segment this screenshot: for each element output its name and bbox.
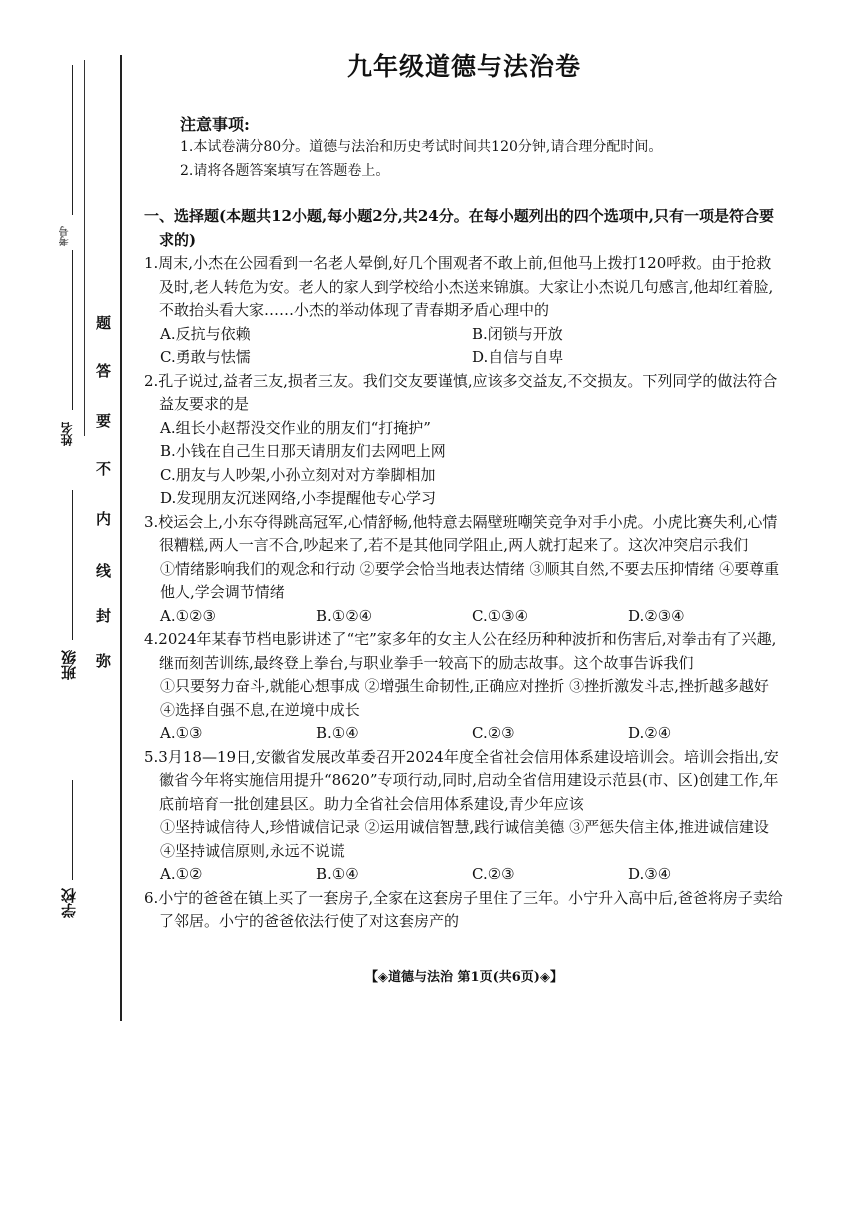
options-row bbox=[144, 605, 784, 629]
option-c[interactable]: C.①③④ bbox=[472, 606, 529, 625]
name-field-label: 姓名 bbox=[60, 422, 74, 446]
class-field-label: 班级 bbox=[60, 650, 78, 680]
option-d[interactable]: D.②③④ bbox=[628, 606, 685, 625]
option-d[interactable]: D.自信与自卑 bbox=[472, 348, 564, 366]
notice-line: 1.本试卷满分80分。道德与法治和历史考试时间共120分钟,请合理分配时间。 bbox=[180, 139, 663, 155]
option-a[interactable]: A.组长小赵帮没交作业的朋友们“打掩护” bbox=[160, 418, 431, 437]
option-a[interactable]: A.①③ bbox=[160, 724, 203, 742]
option-d[interactable]: D.②④ bbox=[628, 724, 672, 742]
notice-heading: 注意事项: bbox=[180, 114, 250, 134]
option-b[interactable]: B.小钱在自己生日那天请朋友们去网吧上网 bbox=[160, 442, 446, 460]
option-b[interactable]: B.①④ bbox=[316, 724, 359, 742]
question-2 bbox=[144, 370, 784, 511]
options-row bbox=[144, 346, 784, 370]
seal-char: 题 bbox=[96, 314, 112, 332]
option-c[interactable]: C.②③ bbox=[472, 724, 515, 742]
seal-char: 答 bbox=[96, 362, 112, 380]
question-statements: ①情绪影响我们的观念和行动 ②要学会恰当地表达情绪 ③顺其自然,不要去压抑情绪 ④要尊重他人,学会调节情绪 bbox=[160, 559, 780, 601]
notice-line: 2.请将各题答案填写在答题卷上。 bbox=[180, 162, 390, 179]
name-field-line[interactable] bbox=[72, 250, 73, 410]
option-a[interactable]: A.反抗与依赖 bbox=[160, 324, 251, 343]
question-text: 5.3月18—19日,安徽省发展改革委召开2024年度全省社会信用体系建设培训会。培训会指出,安徽省今年将实施信用提升“8620”专项行动,同时,启动全省信用建设示范县(市、区)创建工作,年底前培育一批创建县区。助力全省社会信用体系建设,青少年应该 bbox=[144, 747, 779, 813]
option-a[interactable]: A.①②③ bbox=[160, 606, 216, 625]
question-6 bbox=[144, 887, 784, 934]
option-d[interactable]: D.发现朋友沉迷网络,小李提醒他专心学习 bbox=[160, 489, 437, 507]
question-statements: ①坚持诚信待人,珍惜诚信记录 ②运用诚信智慧,践行诚信美德 ③严惩失信主体,推进诚信建设 ④坚持诚信原则,永远不说谎 bbox=[160, 818, 769, 860]
question-text: 1.周末,小杰在公园看到一名老人晕倒,好几个围观者不敢上前,但他马上拨打120呼救。由于抢救及时,老人转危为安。老人的家人到学校给小杰送来锦旗。大家让小杰说几句感言,他却红着脸,不敢抬头看大家……小杰的举动体现了青春期矛盾心理中的 bbox=[144, 254, 774, 319]
question-statements: ①只要努力奋斗,就能心想事成 ②增强生命韧性,正确应对挫折 ③挫折激发斗志,挫折越多越好 ④选择自强不息,在逆境中成长 bbox=[160, 677, 769, 719]
question-5 bbox=[144, 746, 784, 887]
question-text: 4.2024年某春节档电影讲述了“宅”家多年的女主人公在经历种种波折和伤害后,对拳击有了兴趣,继而刻苦训练,最终登上拳台,与职业拳手一较高下的励志故事。这个故事告诉我们 bbox=[144, 630, 777, 672]
option-b[interactable]: B.①④ bbox=[316, 865, 359, 883]
option-d[interactable]: D.③④ bbox=[628, 865, 672, 883]
exam-page bbox=[144, 52, 784, 934]
section-heading: 一、选择题(本题共12小题,每小题2分,共24分。在每小题列出的四个选项中,只有一项是符合要求的) bbox=[144, 207, 774, 249]
question-text: 6.小宁的爸爸在镇上买了一套房子,全家在这套房子里住了三年。小宁升入高中后,爸爸将房子卖给了邻居。小宁的爸爸依法行使了对这套房产的 bbox=[144, 888, 783, 930]
question-1 bbox=[144, 252, 784, 370]
question-text: 2.孔子说过,益者三友,损者三友。我们交友要谨慎,应该多交益友,不交损友。下列同学的做法符合益友要求的是 bbox=[144, 371, 778, 413]
option-a[interactable]: A.①② bbox=[160, 865, 203, 883]
exam-number-field-label: 考号 bbox=[60, 226, 71, 246]
options-row bbox=[144, 722, 784, 746]
option-b[interactable]: B.闭锁与开放 bbox=[472, 324, 563, 343]
question-3 bbox=[144, 511, 784, 629]
page-title: 九年级道德与法治卷 bbox=[346, 52, 581, 81]
binding-line-outer bbox=[84, 60, 85, 436]
seal-char: 封 bbox=[96, 607, 112, 625]
option-c[interactable]: C.朋友与人吵架,小孙立刻对对方拳脚相加 bbox=[160, 465, 436, 484]
option-c[interactable]: C.勇敢与怯懦 bbox=[160, 348, 251, 366]
option-b[interactable]: B.①②④ bbox=[316, 606, 373, 625]
question-4 bbox=[144, 628, 784, 746]
school-field-label: 学校 bbox=[60, 888, 78, 918]
options-row bbox=[144, 863, 784, 887]
seal-char: 要 bbox=[96, 412, 112, 430]
seal-char: 弥 bbox=[96, 652, 112, 670]
page-footer: 【◈道德与法治 第1页(共6页)◈】 bbox=[365, 970, 563, 985]
binding-line-inner bbox=[120, 55, 122, 1021]
seal-char: 内 bbox=[96, 510, 112, 528]
options-row bbox=[144, 323, 784, 347]
school-field-line[interactable] bbox=[72, 780, 73, 880]
option-c[interactable]: C.②③ bbox=[472, 865, 515, 883]
question-text: 3.校运会上,小东夺得跳高冠军,心情舒畅,他特意去隔壁班嘲笑竞争对手小虎。小虎比赛失利,心情很糟糕,两人一言不合,吵起来了,若不是其他同学阻止,两人就打起来了。这次冲突启示我们 bbox=[144, 512, 778, 554]
seal-char: 线 bbox=[96, 562, 112, 580]
seal-char: 不 bbox=[96, 460, 112, 478]
class-field-line[interactable] bbox=[72, 490, 73, 640]
exam-number-field-line[interactable] bbox=[72, 65, 73, 215]
